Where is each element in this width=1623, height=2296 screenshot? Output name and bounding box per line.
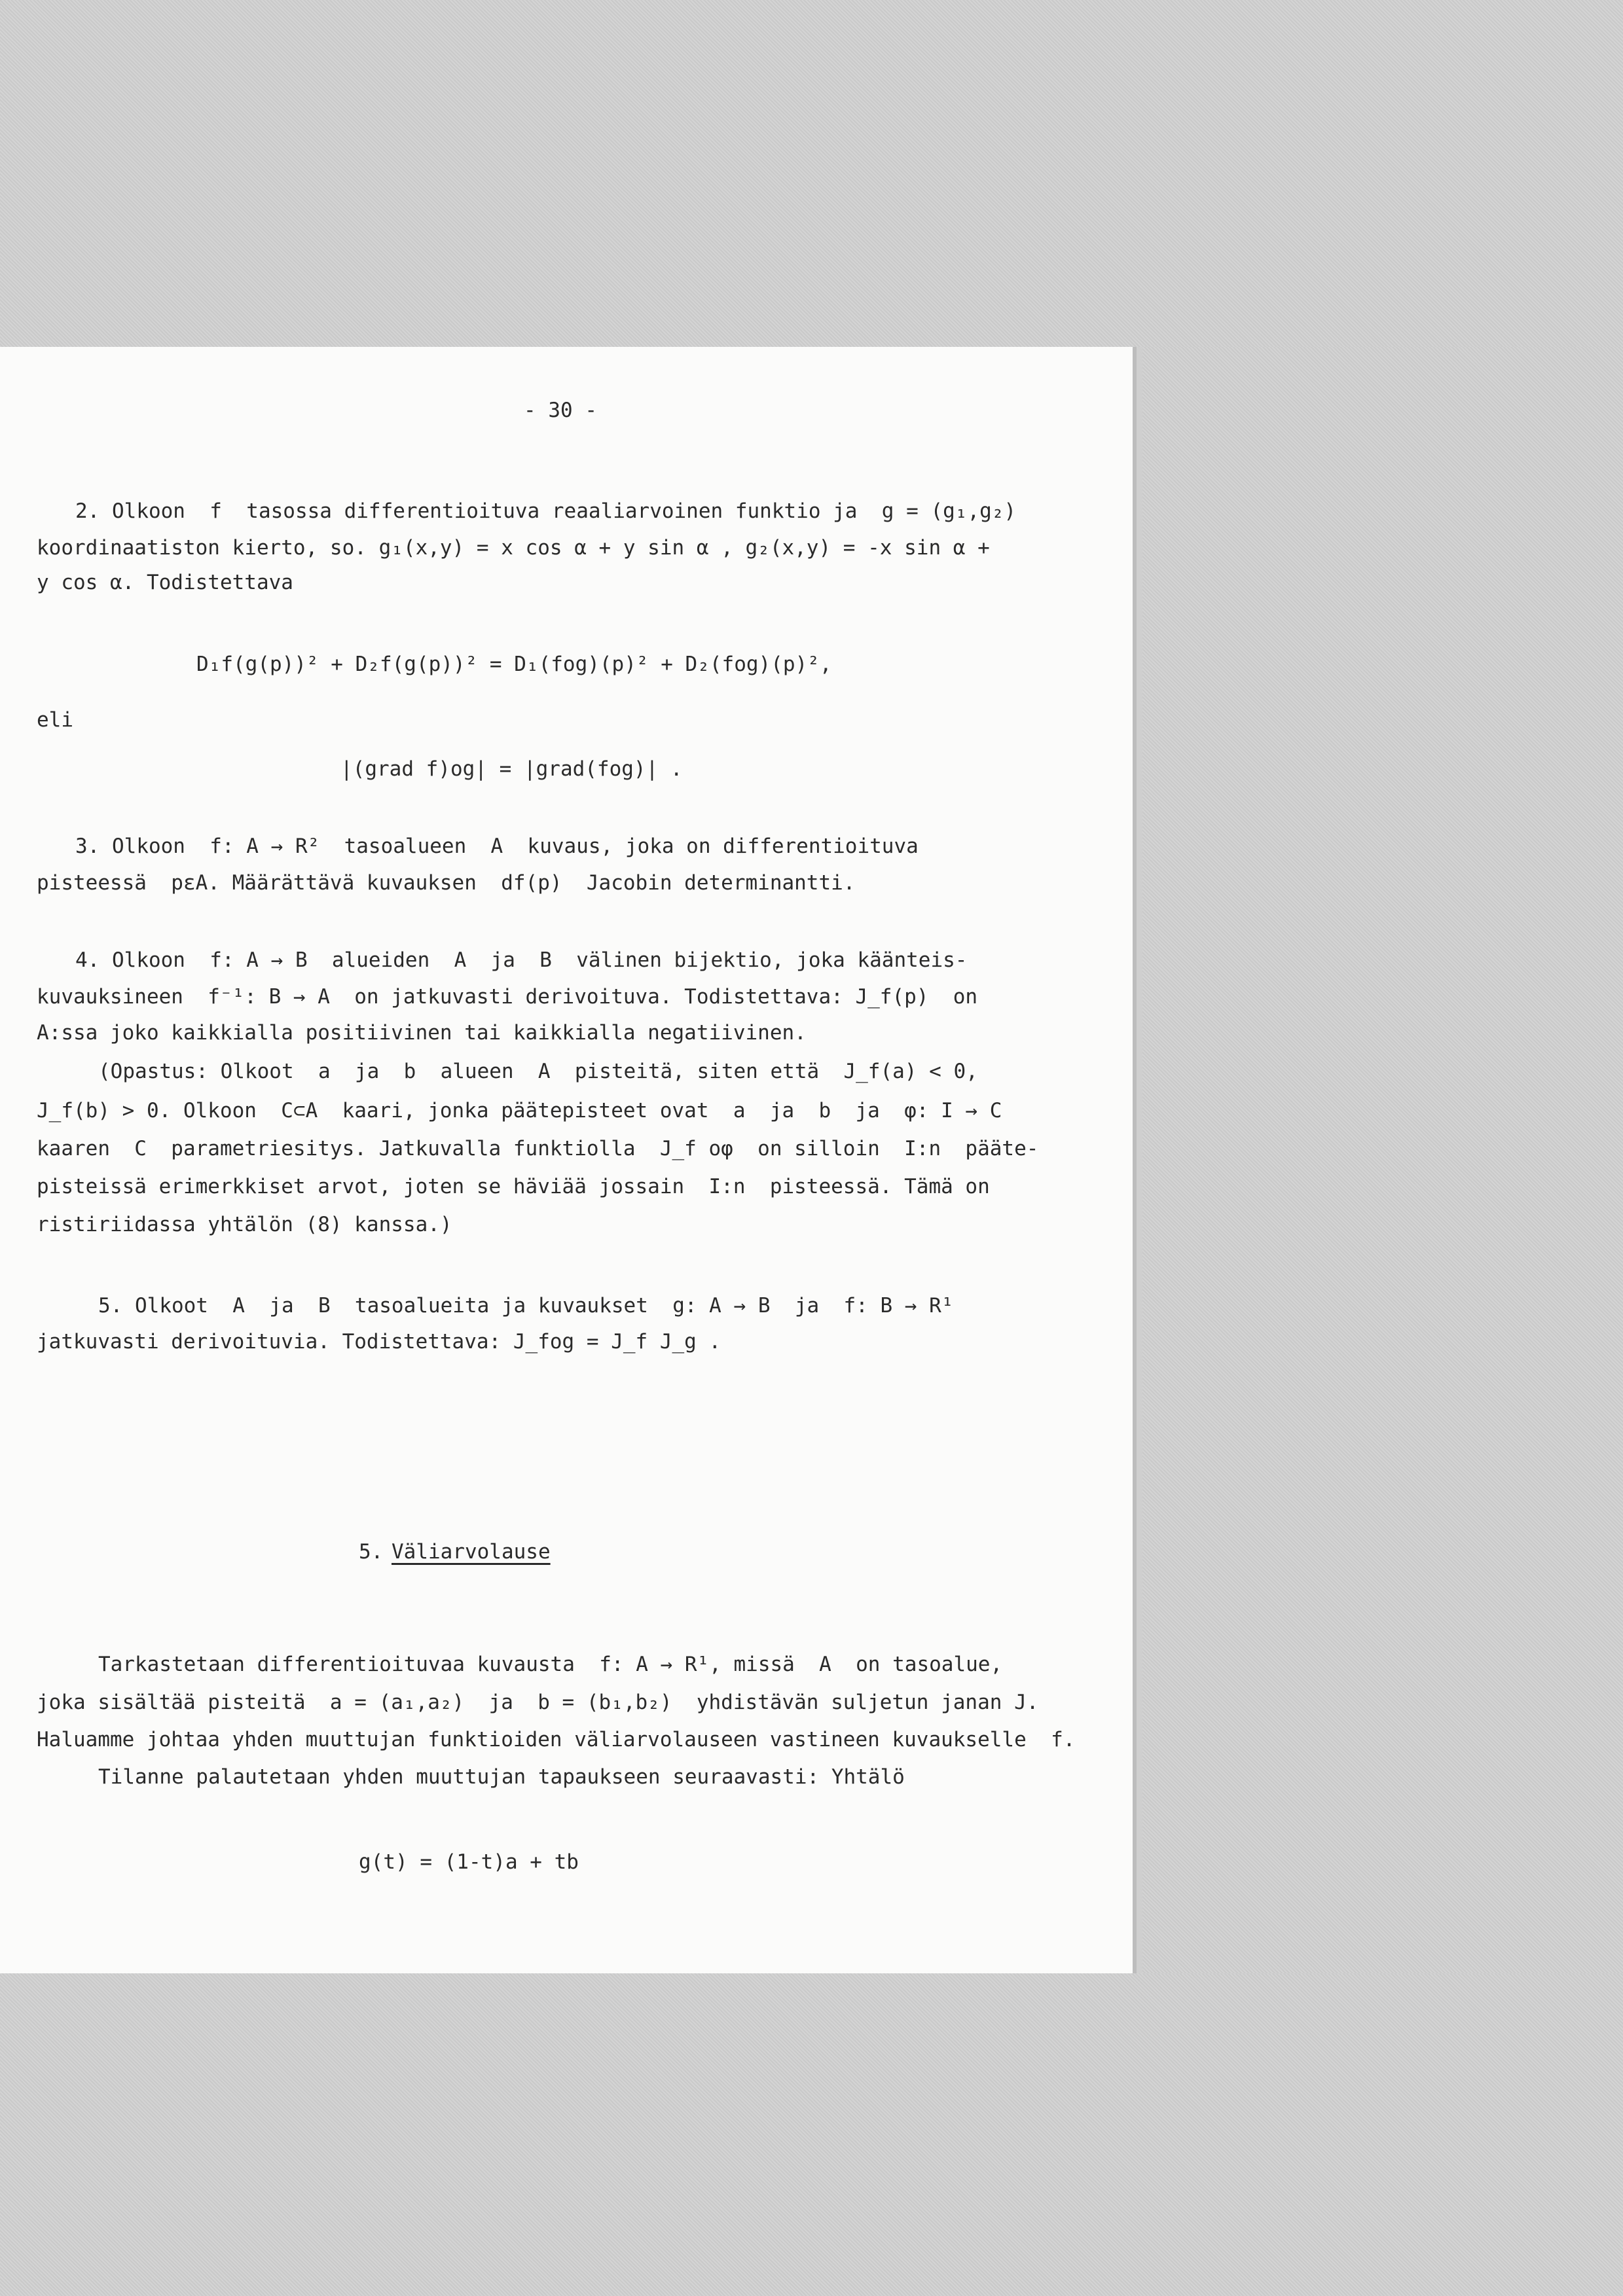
exercise-2-line-1: 2. Olkoon f tasossa differentioituva reaaliarvoinen funktio ja g = (g₁,g₂) — [75, 499, 1017, 523]
body-line-2: joka sisältää pisteitä a = (a₁,a₂) ja b = (b₁,b₂) yhdistävän suljetun janan J. — [37, 1691, 1039, 1714]
exercise-4-line-2: kuvauksineen f⁻¹: B → A on jatkuvasti derivoituva. Todistettava: J_f(p) on — [37, 985, 978, 1009]
section-number: 5. — [359, 1540, 384, 1564]
scan-background-bottom — [0, 1973, 1623, 2296]
page-number: - 30 - — [524, 399, 597, 422]
exercise-4-line-5: J_f(b) > 0. Olkoon C⊂A kaari, jonka päätepisteet ovat a ja b ja φ: I → C — [37, 1099, 1002, 1122]
exercise-3-line-2: pisteessä pεA. Määrättävä kuvauksen df(p) Jacobin determinantti. — [37, 871, 856, 895]
formula-segment-parametrization: g(t) = (1-t)a + tb — [359, 1850, 579, 1874]
document-page — [0, 347, 1137, 1973]
exercise-4-line-3: A:ssa joko kaikkialla positiivinen tai kaikkialla negatiivinen. — [37, 1021, 807, 1045]
exercise-4-line-7: pisteissä erimerkkiset arvot, joten se häviää jossain I:n pisteessä. Tämä on — [37, 1175, 990, 1198]
exercise-2-line-2: koordinaatiston kierto, so. g₁(x,y) = x cos α + y sin α , g₂(x,y) = -x sin α + — [37, 536, 990, 560]
exercise-4-line-4: (Opastus: Olkoot a ja b alueen A pisteitä, siten että J_f(a) < 0, — [98, 1060, 978, 1083]
exercise-3-line-1: 3. Olkoon f: A → R² tasoalueen A kuvaus, joka on differentioituva — [75, 834, 919, 858]
formula-gradient-norm: |(grad f)og| = |grad(fog)| . — [340, 757, 683, 781]
eli-connector: eli — [37, 708, 73, 732]
section-title: Väliarvolause — [392, 1540, 551, 1564]
body-line-1: Tarkastetaan differentioituvaa kuvausta f: A → R¹, missä A on tasoalue, — [98, 1653, 1003, 1676]
body-line-4: Tilanne palautetaan yhden muuttujan tapaukseen seuraavasti: Yhtälö — [98, 1765, 905, 1789]
exercise-5-line-1: 5. Olkoot A ja B tasoalueita ja kuvaukset g: A → B ja f: B → R¹ — [98, 1294, 954, 1318]
body-line-3: Haluamme johtaa yhden muuttujan funktioiden väliarvolauseen vastineen kuvaukselle f. — [37, 1728, 1076, 1751]
exercise-4-line-6: kaaren C parametriesitys. Jatkuvalla funktiolla J_f oφ on silloin I:n pääte- — [37, 1137, 1039, 1160]
scan-background-top — [0, 0, 1623, 347]
exercise-5-line-2: jatkuvasti derivoituvia. Todistettava: J_fog = J_f J_g . — [37, 1330, 721, 1354]
formula-gradient-squares: D₁f(g(p))² + D₂f(g(p))² = D₁(fog)(p)² + D₂(fog)(p)², — [196, 653, 832, 676]
exercise-4-line-1: 4. Olkoon f: A → B alueiden A ja B välinen bijektio, joka käänteis- — [75, 948, 968, 972]
scan-background-right — [1142, 347, 1623, 1973]
exercise-4-line-8: ristiriidassa yhtälön (8) kanssa.) — [37, 1213, 452, 1236]
exercise-2-line-3: y cos α. Todistettava — [37, 571, 293, 594]
